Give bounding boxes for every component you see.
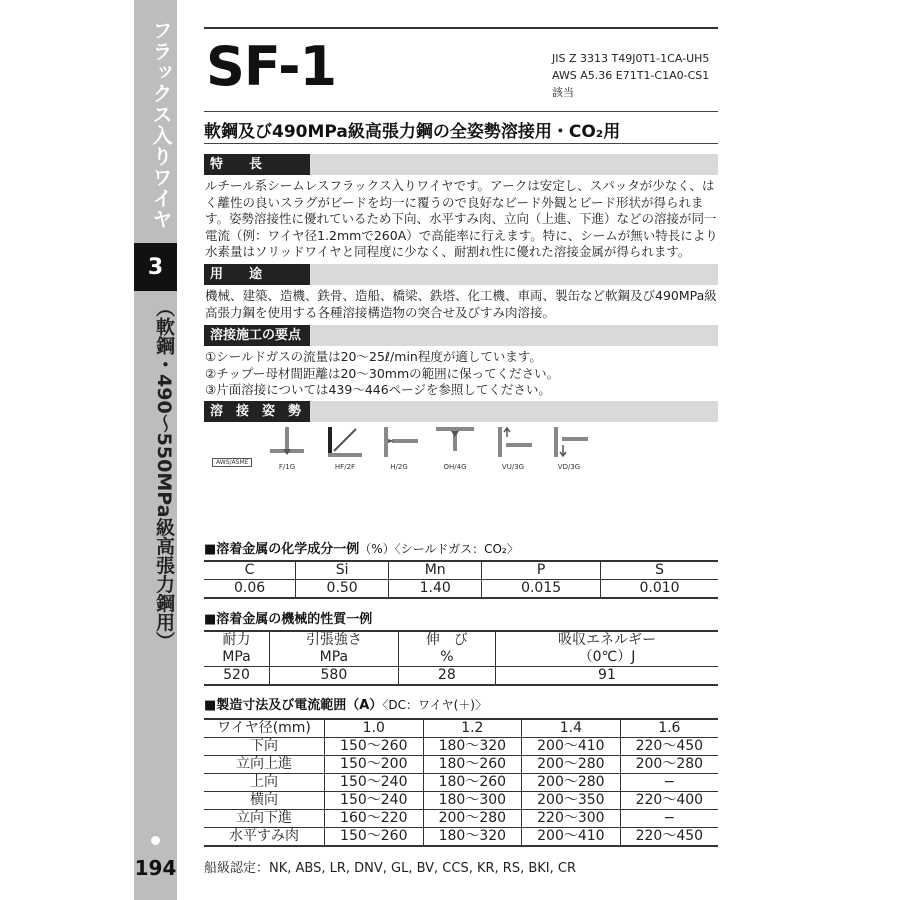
table-row: 520 580 28 91	[204, 667, 718, 686]
page-dot-icon	[151, 836, 160, 845]
chemical-note: （%）〈シールドガス：CO₂〉	[359, 542, 519, 556]
divider	[204, 111, 718, 112]
product-subtitle: 軟鋼及び490MPa級高張力鋼の全姿勢溶接用・CO₂用	[204, 122, 621, 142]
table-row: 横向 150〜240 180〜300 200〜350 220〜400	[204, 792, 718, 810]
points-list	[205, 349, 720, 399]
list-item: ②チップー母材間距離は20〜30mmの範囲に保ってください。	[205, 365, 560, 381]
current-title: ■製造寸法及び電流範囲（A）〈DC：ワイヤ(＋)〉	[204, 698, 487, 713]
welding-positions	[204, 423, 594, 471]
position-overhead-icon: OH/4G	[432, 423, 478, 471]
classification-approvals: 船級認定：NK, ABS, LR, DNV, GL, BV, CCS, KR, RS, BKI, CR	[204, 861, 576, 876]
divider	[204, 143, 718, 144]
chemical-table	[204, 560, 718, 599]
section-positions	[204, 401, 718, 422]
side-category-label: フラックス入りワイヤ	[149, 20, 173, 230]
position-horizontal-icon: H/2G	[376, 423, 422, 471]
list-item: ③片面溶接については439〜446ページを参照してください。	[205, 382, 551, 397]
top-rule	[204, 27, 718, 29]
section-points	[204, 325, 718, 346]
current-table	[204, 718, 718, 847]
position-horizontal-fillet-icon: HF/2F	[322, 423, 368, 471]
table-row: 立向上進 150〜200 180〜260 200〜280 200〜280	[204, 756, 718, 774]
table-row: 0.06 0.50 1.40 0.015 0.010	[204, 580, 718, 599]
page-number: 194	[134, 856, 177, 880]
section-label: 溶 接 姿 勢	[204, 401, 310, 422]
section-features	[204, 154, 718, 175]
chemical-title: ■溶着金属の化学成分一例（%）〈シールドガス：CO₂〉	[204, 542, 519, 557]
position-vertical-down-icon: VD/3G	[546, 423, 592, 471]
table-row: 耐力 MPa 引張強さ MPa 伸 び % 吸収エネルギー （0℃）J	[204, 631, 718, 667]
standard-jis: JIS Z 3313 T49J0T1-1CA-UH5	[552, 52, 710, 65]
mechanical-table	[204, 630, 718, 686]
position-vertical-up-icon: VU/3G	[490, 423, 536, 471]
chapter-number: 3	[134, 243, 177, 291]
section-label: 用 途	[204, 264, 310, 285]
table-row: 水平すみ肉 150〜260 180〜320 200〜410 220〜450	[204, 828, 718, 847]
table-row: 下向 150〜260 180〜320 200〜410 220〜450	[204, 738, 718, 756]
mechanical-title: ■溶着金属の機械的性質一例	[204, 612, 373, 627]
standard-aws: AWS A5.36 E71T1-C1A0-CS1該当	[552, 69, 710, 99]
section-label: 溶接施工の要点	[204, 325, 310, 346]
section-label: 特 長	[204, 154, 310, 175]
list-item: ①シールドガスの流量は20〜25ℓ/min程度が適しています。	[205, 349, 542, 364]
table-row: ワイヤ径(mm) 1.0 1.2 1.4 1.6	[204, 719, 718, 738]
standard-box: AWS/ASME	[212, 458, 252, 467]
position-flat-icon: F/1G	[264, 423, 310, 471]
section-usage	[204, 264, 718, 285]
table-row: 立向下進 160〜220 200〜280 220〜300 −	[204, 810, 718, 828]
side-subcategory-label: （軟鋼・490〜550MPa級高張力鋼用）	[153, 298, 175, 651]
usage-text: 機械、建築、造機、鉄骨、造船、橋梁、鉄塔、化工機、車両、製缶など軟鋼及び490MPa級高張力鋼を使用する各種溶接構造物の突合せ及びすみ肉溶接。	[205, 288, 717, 320]
features-text: ルチール系シームレスフラックス入りワイヤです。アークは安定し、スパッタが少なく、はく離性の良いスラグがビードを均一に覆うので良好なビード外観とビード形状が得られます。姿勢溶接性に優れているため下向、水平すみ肉、立向（上進、下進）などの溶接が同一電流（例：ワイヤ径1.2mmで260A）で高能率に行えます。特に、シームが無い特長により水素量はソリッドワイヤと同程度に少なく、耐割れ性に優れた溶接金属が得られます。	[205, 178, 718, 259]
table-row: C Si Mn P S	[204, 561, 718, 580]
current-note: 〈DC：ワイヤ(＋)〉	[382, 698, 487, 712]
product-title: SF-1	[206, 35, 337, 98]
standards	[552, 50, 720, 101]
table-row: 上向 150〜240 180〜260 200〜280 −	[204, 774, 718, 792]
